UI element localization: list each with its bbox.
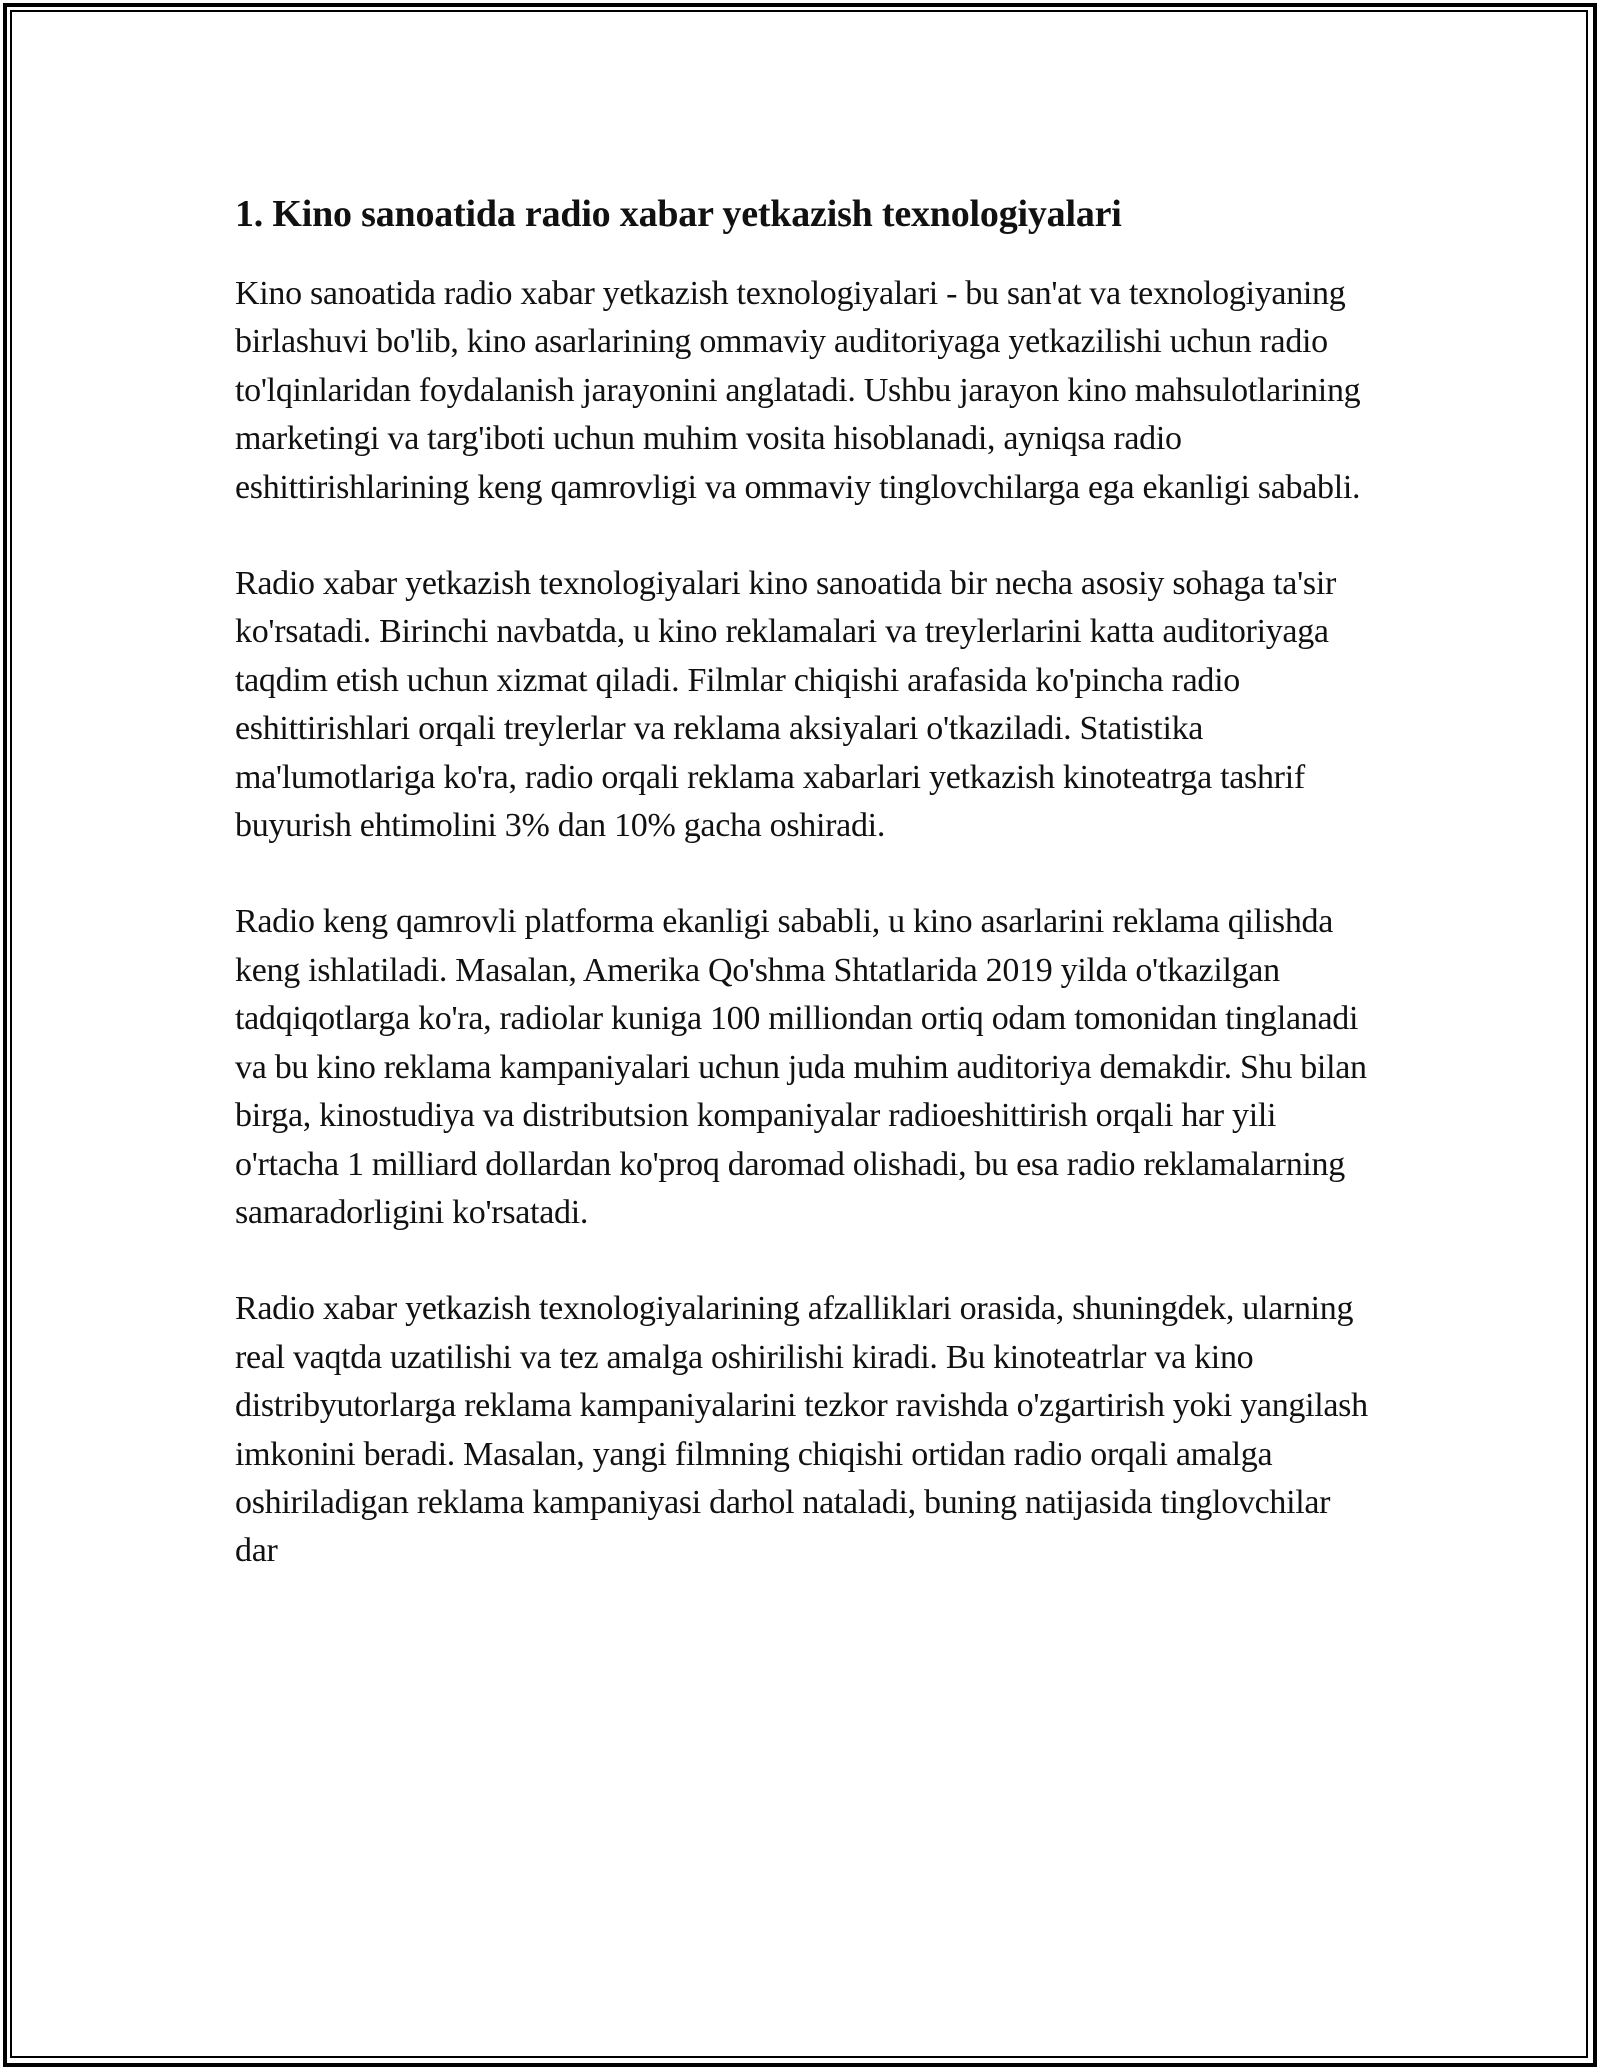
document-body xyxy=(235,188,1375,1624)
section-heading: 1. Kino sanoatida radio xabar yetkazish texnologiyalari xyxy=(235,193,1122,235)
paragraph-advantages: Radio xabar yetkazish texnologiyalarining afzalliklari orasida, shuningdek, ularning real vaqtda uzatilishi va tez amalga oshirilishi kiradi. Bu kinoteatrlar va kino distribyutorlarga reklama kampaniyalarini tezkor ravishda o'zgartirish yoki yangilash imkonini beradi. Masalan, yangi filmning chiqishi ortidan radio orqali amalga oshiriladigan reklama kampaniyasi darhol nataladi, buning natijasida tinglovchilar dar xyxy=(235,1290,1368,1570)
paragraph-wide-reach: Radio keng qamrovli platforma ekanligi sababli, u kino asarlarini reklama qilishda keng ishlatiladi. Masalan, Amerika Qo'shma Shtatlarida 2019 yilda o'tkazilgan tadqiqotlarga ko'ra, radiolar kuniga 100 milliondan ortiq odam tomonidan tinglanadi va bu kino reklama kampaniyalari uchun juda muhim auditoriya demakdir. Shu bilan birga, kinostudiya va distributsion kompaniyalar radioeshittirish orqali har yili o'rtacha 1 milliard dollardan ko'proq daromad olishadi, bu esa radio reklamalarning samaradorligini ko'rsatadi. xyxy=(235,903,1367,1231)
paragraph-impact-areas: Radio xabar yetkazish texnologiyalari kino sanoatida bir necha asosiy sohaga ta'sir ko'rsatadi. Birinchi navbatda, u kino reklamalari va treylerlarini katta auditoriyaga taqdim etish uchun xizmat qiladi. Filmlar chiqishi arafasida ko'pincha radio eshittirishlari orqali treylerlar va reklama aksiyalari o'tkaziladi. Statistika ma'lumotlariga ko'ra, radio orqali reklama xabarlari yetkazish kinoteatrga tashrif buyurish ehtimolini 3% dan 10% gacha oshiradi. xyxy=(235,565,1337,845)
paragraph-intro: Kino sanoatida radio xabar yetkazish texnologiyalari - bu san'at va texnologiyaning birlashuvi bo'lib, kino asarlarining ommaviy auditoriyaga yetkazilishi uchun radio to'lqinlaridan foydalanish jarayonini anglatadi. Ushbu jarayon kino mahsulotlarining marketingi va targ'iboti uchun muhim vosita hisoblanadi, ayniqsa radio eshittirishlarining keng qamrovligi va ommaviy tinglovchilarga ega ekanligi sababli. xyxy=(235,275,1361,506)
